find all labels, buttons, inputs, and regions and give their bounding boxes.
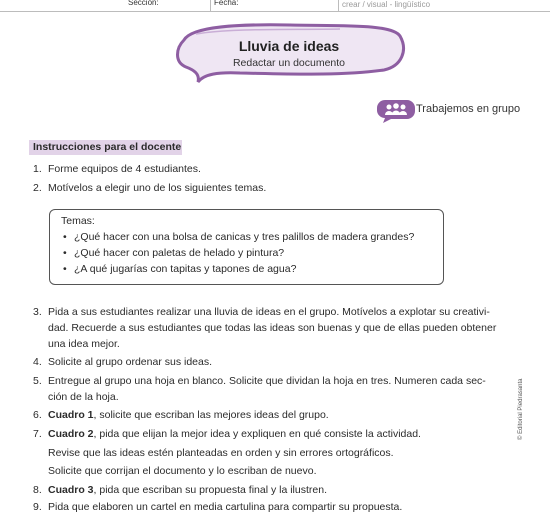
item-rest: , solicite que escriban las mejores ideas del grupo. — [93, 409, 329, 421]
header-divider-2 — [210, 0, 211, 11]
item-rest: , pida que elijan la mejor idea y expliquen en qué consiste la actividad. — [93, 428, 421, 440]
tema-item: ¿Qué hacer con paletas de helado y pintura? — [74, 247, 285, 259]
item-number: 2. — [33, 182, 42, 194]
item-text: Pida que elaboren un cartel en media cartulina para compartir su propuesta. — [48, 501, 403, 513]
header-divider — [338, 0, 339, 11]
item-number: 3. — [33, 306, 42, 318]
item-number: 6. — [33, 409, 42, 421]
item-text-line: Entregue al grupo una hoja en blanco. Solicite que dividan la hoja en tres. Numeren cada sec- — [48, 375, 486, 387]
item-text: Forme equipos de 4 estudiantes. — [48, 163, 201, 175]
page-subtitle: Redactar un documento — [232, 57, 346, 69]
fecha-label: Fecha: — [214, 0, 239, 7]
item-text — [48, 407, 510, 423]
item-text-line: dad. Recuerde a sus estudiantes que todas las ideas son buenas y que de ellas pueden obtener — [48, 322, 497, 334]
item-text: Solicite al grupo ordenar sus ideas. — [48, 356, 213, 368]
item-number: 5. — [33, 375, 42, 387]
item-text — [48, 426, 510, 442]
bullet: • — [63, 247, 67, 259]
item-text: Motívelos a elegir uno de los siguientes temas. — [48, 182, 267, 194]
header-rule — [0, 11, 550, 12]
publisher-credit: © Editorial Piedrasanta — [518, 378, 524, 440]
group-work-label: Trabajemos en grupo — [416, 103, 521, 115]
bullet: • — [63, 263, 67, 275]
item-bold: Cuadro 2 — [48, 428, 94, 440]
item-extra-line: Revise que las ideas estén planteadas en orden y sin errores ortográficos. — [48, 447, 394, 459]
temas-label: Temas: — [61, 215, 95, 227]
item-number: 4. — [33, 356, 42, 368]
item-number: 8. — [33, 484, 42, 496]
item-bold: Cuadro 1 — [48, 409, 94, 421]
item-number: 9. — [33, 501, 42, 513]
item-text — [48, 482, 510, 498]
tema-item: ¿A qué jugarías con tapitas y tapones de agua? — [74, 263, 297, 275]
competencias-note: crear / visual - lingüístico — [342, 0, 431, 9]
page-title: Lluvia de ideas — [238, 38, 340, 54]
bullet: • — [63, 231, 67, 243]
tema-item: ¿Qué hacer con una bolsa de canicas y tres palillos de madera grandes? — [74, 231, 415, 243]
item-text-line: ción de la hoja. — [48, 391, 119, 403]
item-bold: Cuadro 3 — [48, 484, 94, 496]
instructions-heading: Instrucciones para el docente — [33, 141, 182, 153]
item-number: 1. — [33, 163, 42, 175]
item-number: 7. — [33, 428, 42, 440]
item-text-line: una idea mejor. — [48, 338, 120, 350]
item-text-line: Pida a sus estudiantes realizar una lluvia de ideas en el grupo. Motívelos a explotar su creativi- — [48, 306, 490, 318]
group-work-icon — [377, 99, 415, 123]
seccion-label: Sección: — [128, 0, 159, 7]
item-rest: , pida que escriban su propuesta final y la ilustren. — [93, 484, 327, 496]
item-extra-line: Solicite que corrijan el documento y lo escriban de nuevo. — [48, 465, 317, 477]
